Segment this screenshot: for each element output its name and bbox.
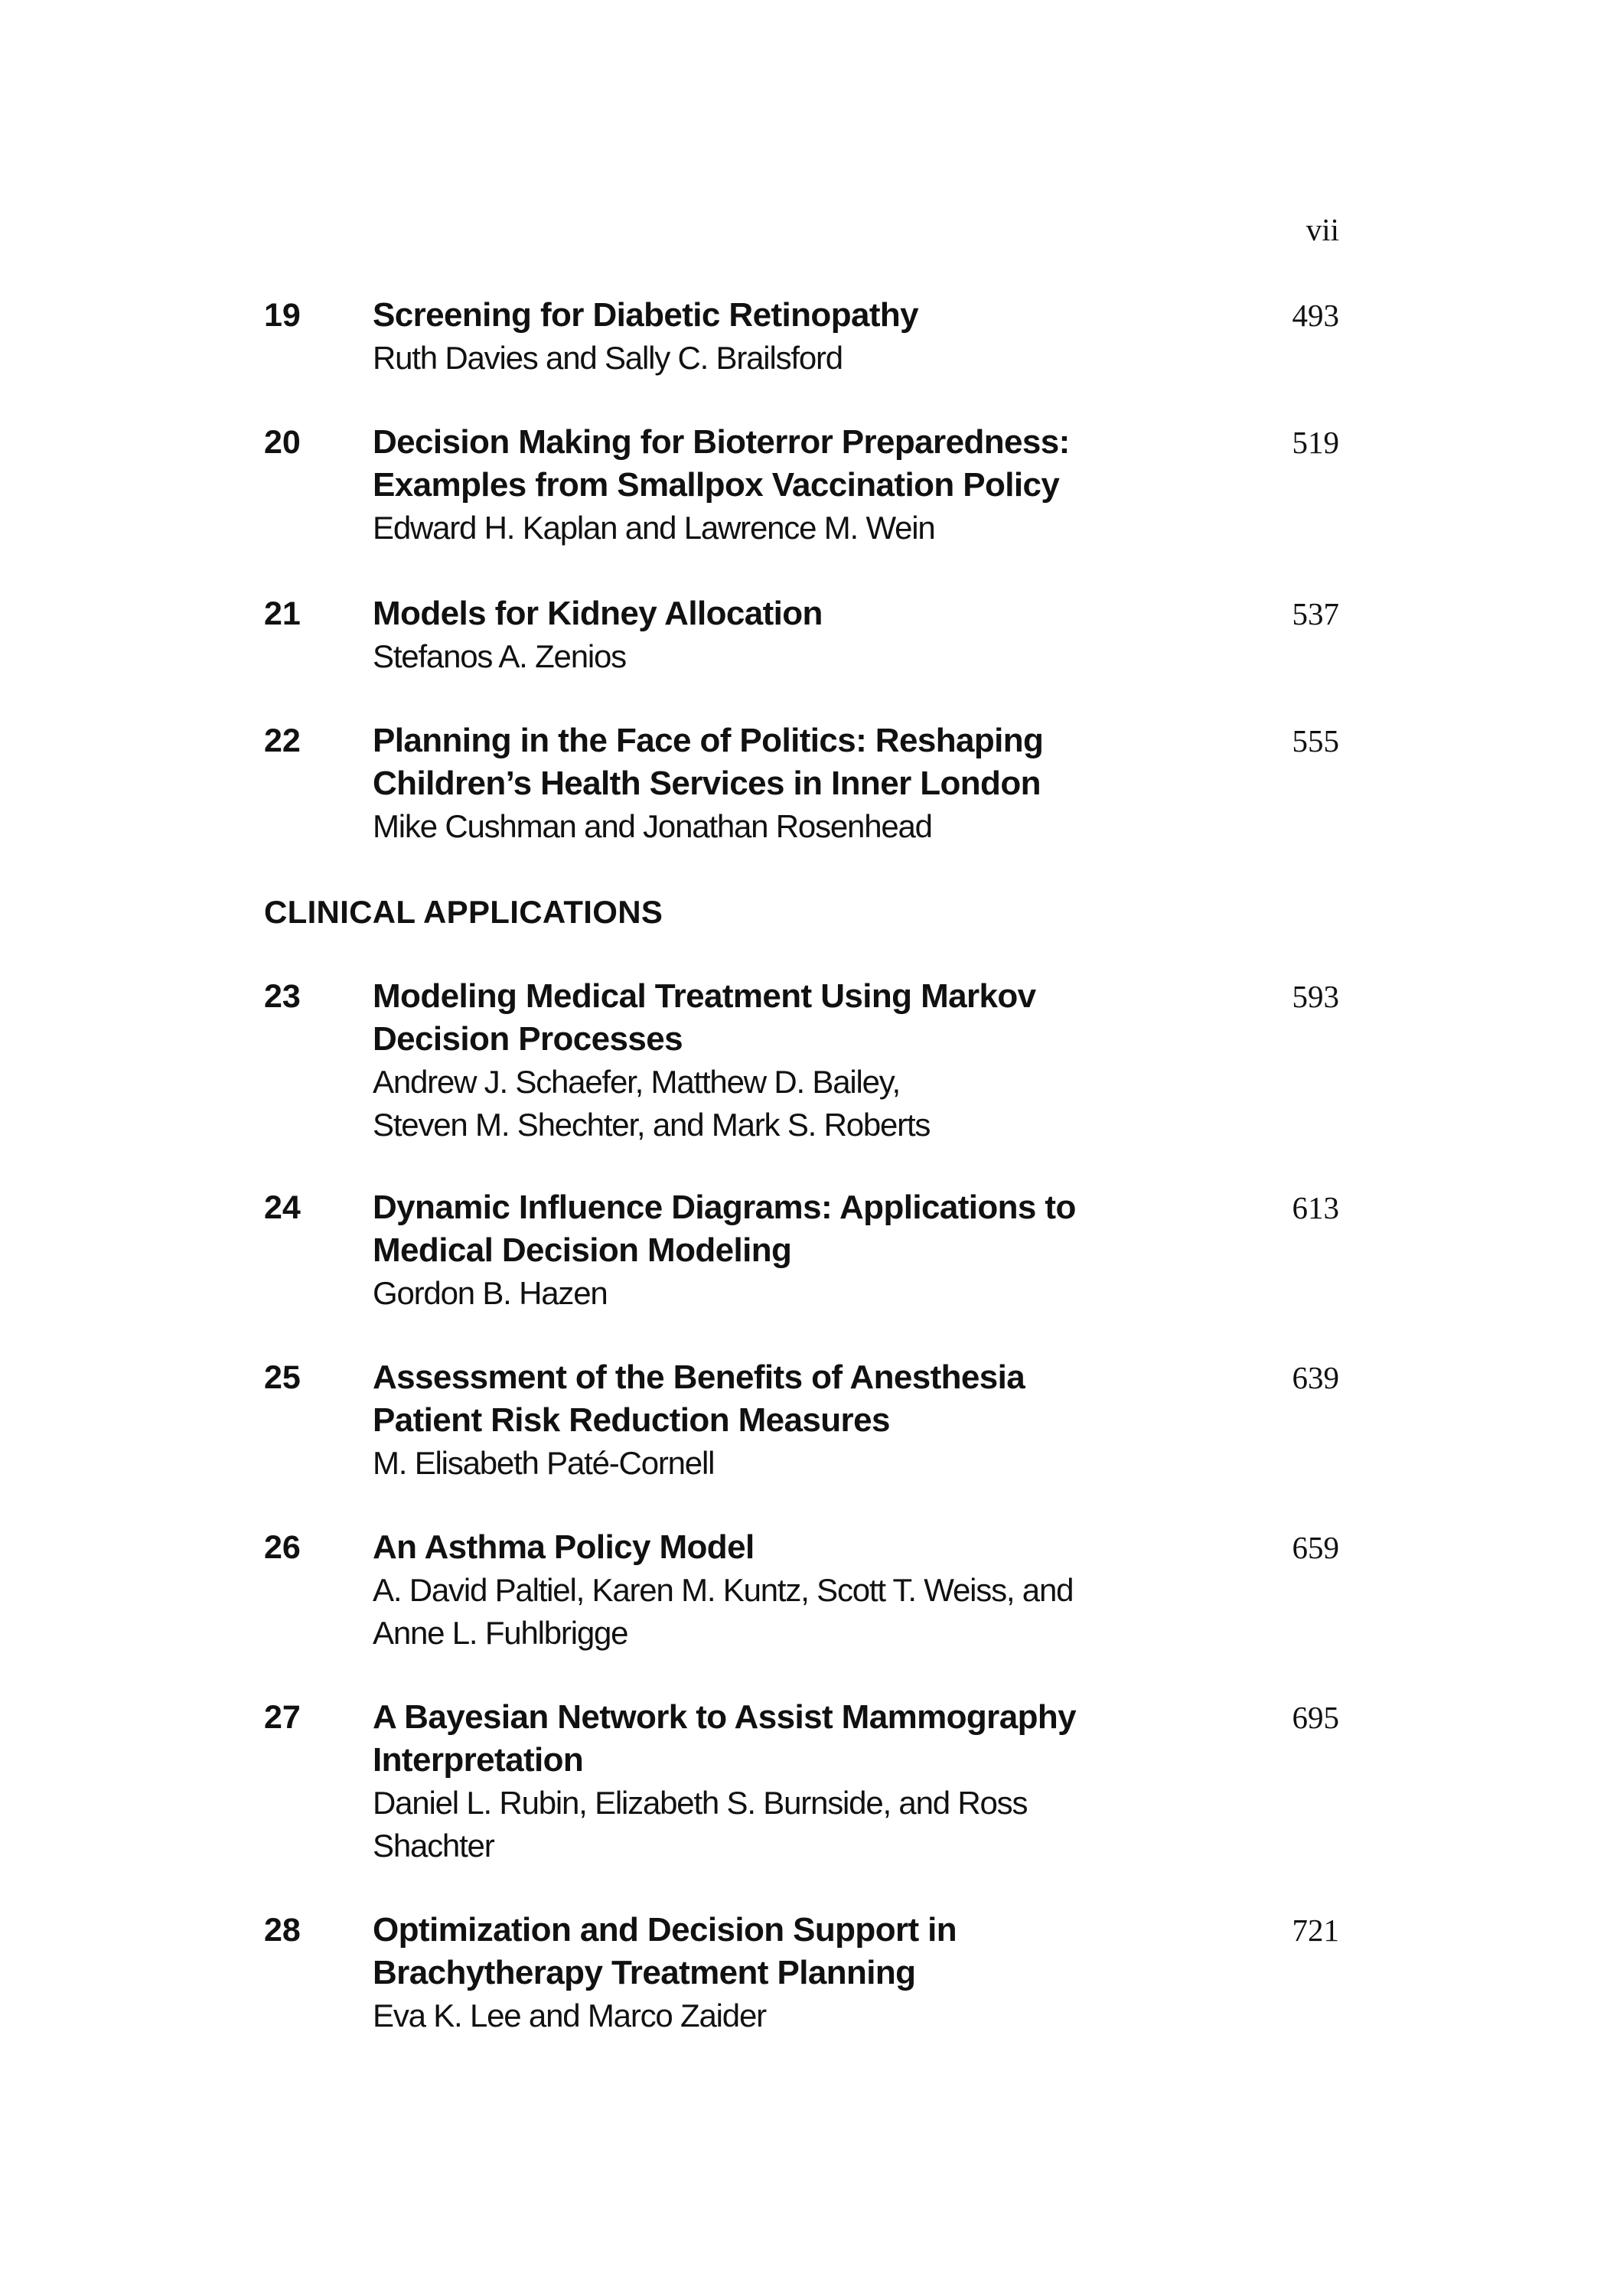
chapter-number: 25	[264, 1359, 301, 1396]
chapter-number: 20	[264, 424, 301, 461]
chapter-number: 22	[264, 722, 301, 759]
chapter-number: 19	[264, 297, 301, 334]
chapter-title: Planning in the Face of Politics: Reshaping Children’s Health Services in Inner London	[373, 722, 1044, 802]
chapter-page: 639	[1292, 1360, 1339, 1395]
chapter-title: Assessment of the Benefits of Anesthesia Patient Risk Reduction Measures	[373, 1358, 1025, 1439]
chapter-title: Modeling Medical Treatment Using Markov Decision Processes	[373, 977, 1036, 1058]
chapter-number: 28	[264, 1912, 301, 1949]
chapter-authors: Edward H. Kaplan and Lawrence M. Wein	[373, 510, 935, 546]
chapter-authors: Ruth Davies and Sally C. Brailsford	[373, 340, 843, 376]
chapter-page: 519	[1292, 425, 1339, 460]
chapter-authors: Eva K. Lee and Marco Zaider	[373, 1998, 766, 2033]
chapter-page: 537	[1292, 596, 1339, 631]
chapter-authors: Mike Cushman and Jonathan Rosenhead	[373, 808, 932, 844]
chapter-number: 24	[264, 1189, 301, 1226]
chapter-number: 21	[264, 595, 301, 632]
chapter-number: 23	[264, 978, 301, 1015]
chapter-authors: Stefanos A. Zenios	[373, 638, 626, 674]
chapter-page: 493	[1292, 298, 1339, 333]
chapter-title: Models for Kidney Allocation	[373, 595, 823, 632]
chapter-title: A Bayesian Network to Assist Mammography Interpretation	[373, 1698, 1076, 1779]
chapter-page: 593	[1292, 979, 1339, 1014]
chapter-authors: Daniel L. Rubin, Elizabeth S. Burnside, and Ross Shachter	[373, 1785, 1028, 1864]
chapter-page: 695	[1292, 1700, 1339, 1735]
chapter-authors: Gordon B. Hazen	[373, 1275, 608, 1311]
chapter-page: 555	[1292, 723, 1339, 758]
chapter-title: Optimization and Decision Support in Brachytherapy Treatment Planning	[373, 1911, 957, 1991]
section-heading: CLINICAL APPLICATIONS	[264, 894, 663, 930]
chapter-title: An Asthma Policy Model	[373, 1528, 755, 1566]
chapter-title: Screening for Diabetic Retinopathy	[373, 296, 919, 334]
chapter-page: 721	[1292, 1913, 1339, 1948]
chapter-page: 613	[1292, 1190, 1339, 1225]
chapter-number: 26	[264, 1529, 301, 1566]
chapter-authors: M. Elisabeth Paté-Cornell	[373, 1445, 715, 1481]
chapter-title: Decision Making for Bioterror Preparedness: Examples from Smallpox Vaccination Policy	[373, 423, 1070, 504]
chapter-number: 27	[264, 1699, 301, 1736]
chapter-authors: Andrew J. Schaefer, Matthew D. Bailey, Steven M. Shechter, and Mark S. Roberts	[373, 1064, 931, 1143]
page-number: vii	[1305, 212, 1339, 247]
chapter-authors: A. David Paltiel, Karen M. Kuntz, Scott T. Weiss, and Anne L. Fuhlbrigge	[373, 1572, 1074, 1651]
chapter-title: Dynamic Influence Diagrams: Applications to Medical Decision Modeling	[373, 1189, 1076, 1269]
chapter-page: 659	[1292, 1530, 1339, 1565]
